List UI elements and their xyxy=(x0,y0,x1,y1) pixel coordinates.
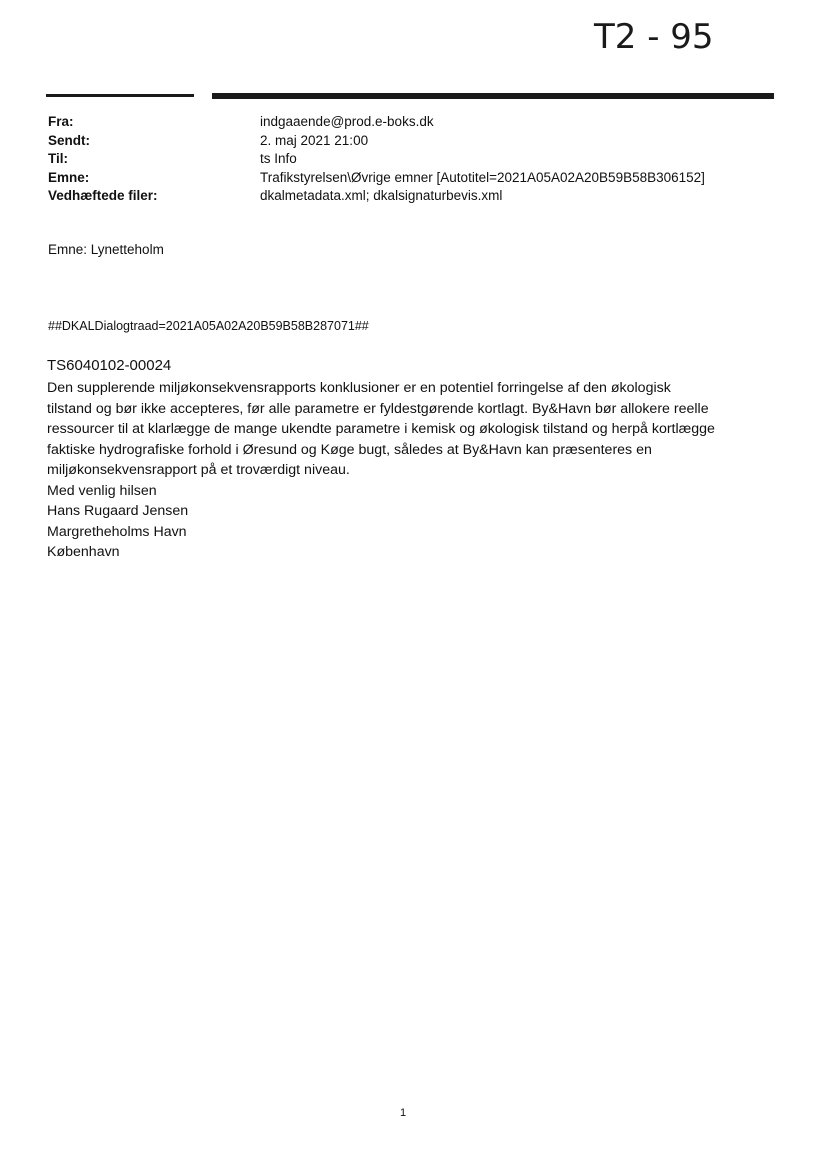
handwritten-annotation xyxy=(588,12,748,60)
page-number: 1 xyxy=(400,1107,407,1119)
dialog-reference: ##DKALDialogtraad=2021A05A02A20B59B58B287071## xyxy=(48,319,369,333)
sent-label: Sendt: xyxy=(48,132,90,148)
header-row-subject xyxy=(48,169,705,188)
signature-name: Hans Rugaard Jensen xyxy=(47,503,189,519)
to-label: Til: xyxy=(48,151,68,166)
closing-line: Med venlig hilsen xyxy=(47,482,157,499)
case-id: TS6040102-00024 xyxy=(47,357,172,374)
email-header xyxy=(48,113,705,206)
to-value: ts Info xyxy=(260,151,297,166)
body-line: faktiske hydrografiske forhold i Øresund og Køge bugt, således at By&Havn kan præsenteres en xyxy=(47,441,652,458)
message-body xyxy=(47,378,777,563)
header-divider-right xyxy=(212,93,774,99)
from-value: indgaaende@prod.e-boks.dk xyxy=(260,114,434,129)
header-row-sent xyxy=(48,132,705,151)
signature-city: København xyxy=(47,544,120,560)
attachments-label: Vedhæftede filer: xyxy=(48,188,158,203)
signature-organization: Margretheholms Havn xyxy=(47,523,187,540)
header-row-to xyxy=(48,150,705,169)
body-line: ressourcer til at klarlægge de mange ukendte parametre i kemisk og økologisk tilstand og herpå kortlægge xyxy=(47,421,715,437)
attachments-value: dkalmetadata.xml; dkalsignaturbevis.xml xyxy=(260,188,503,203)
message-subject: Emne: Lynetteholm xyxy=(48,242,164,257)
header-row-attachments xyxy=(48,187,705,206)
body-line: miljøkonsekvensrapport på et troværdigt niveau. xyxy=(47,462,350,478)
subject-value: Trafikstyrelsen\Øvrige emner [Autotitel=2021A05A02A20B59B58B306152] xyxy=(260,169,705,185)
from-label: Fra: xyxy=(48,114,74,129)
header-row-from xyxy=(48,113,705,132)
subject-label: Emne: xyxy=(48,169,90,185)
handwritten-number: T2 - 95 xyxy=(594,17,714,57)
sent-value: 2. maj 2021 21:00 xyxy=(260,132,369,148)
header-divider-left xyxy=(46,94,194,97)
body-line: Den supplerende miljøkonsekvensrapports konklusioner er en potentiel forringelse af den økologisk xyxy=(47,380,671,396)
body-line: tilstand og bør ikke accepteres, før alle parametre er fyldestgørende kortlagt. By&Havn bør allokere reelle xyxy=(47,400,709,417)
